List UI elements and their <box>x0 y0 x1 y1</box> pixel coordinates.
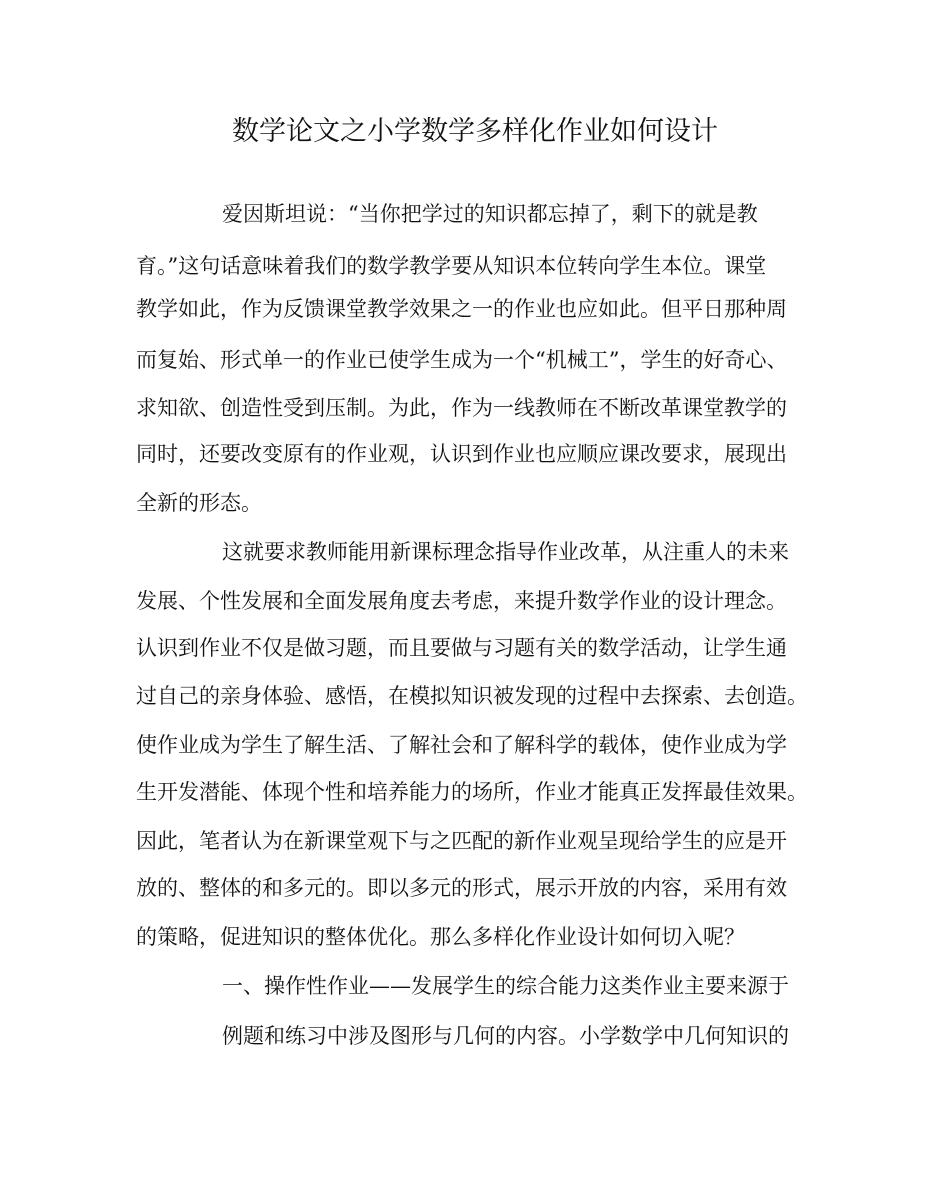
paragraph-line: 例题和练习中涉及图形与几何的内容。小学数学中几何知识的 <box>222 1024 789 1048</box>
paragraph-line: 过自己的亲身体验、感悟，在模拟知识被发现的过程中去探索、去创造。 <box>136 684 808 708</box>
paragraph-line: 的策略，促进知识的整体优化。那么多样化作业设计如何切入呢？ <box>136 925 745 949</box>
paragraph-line: 求知欲、创造性受到压制。为此，作为一线教师在不断改革课堂教学的 <box>136 396 787 420</box>
document-title: 数学论文之小学数学多样化作业如何设计 <box>232 116 718 147</box>
paragraph-line: 育。”这句话意味着我们的数学教学要从知识本位转向学生本位。课堂 <box>136 254 767 278</box>
paragraph-line: 认识到作业不仅是做习题，而且要做与习题有关的数学活动，让学生通 <box>136 636 787 660</box>
paragraph-line: 因此，笔者认为在新课堂观下与之匹配的新作业观呈现给学生的应是开 <box>136 829 787 853</box>
paragraph-line: 教学如此，作为反馈课堂教学效果之一的作业也应如此。但平日那种周 <box>136 297 787 321</box>
paragraph-line: 发展、个性发展和全面发展角度去考虑，来提升数学作业的设计理念。 <box>136 589 787 613</box>
paragraph-line: 一、操作性作业——发展学生的综合能力这类作业主要来源于 <box>222 974 789 998</box>
paragraph-line: 放的、整体的和多元的。即以多元的形式，展示开放的内容，采用有效 <box>136 876 787 900</box>
paragraph-line: 这就要求教师能用新课标理念指导作业改革，从注重人的未来 <box>222 540 789 564</box>
paragraph-line: 生开发潜能、体现个性和培养能力的场所，作业才能真正发挥最佳效果。 <box>136 780 808 804</box>
paragraph-line: 而复始、形式单一的作业已使学生成为一个“机械工”，学生的好奇心、 <box>136 348 788 372</box>
paragraph-line: 使作业成为学生了解生活、了解社会和了解科学的载体，使作业成为学 <box>136 733 787 757</box>
paragraph-line: 全新的形态。 <box>136 491 262 515</box>
paragraph-line: 爱因斯坦说：“当你把学过的知识都忘掉了，剩下的就是教 <box>222 202 758 226</box>
paragraph-line: 同时，还要改变原有的作业观，认识到作业也应顺应课改要求，展现出 <box>136 442 787 466</box>
